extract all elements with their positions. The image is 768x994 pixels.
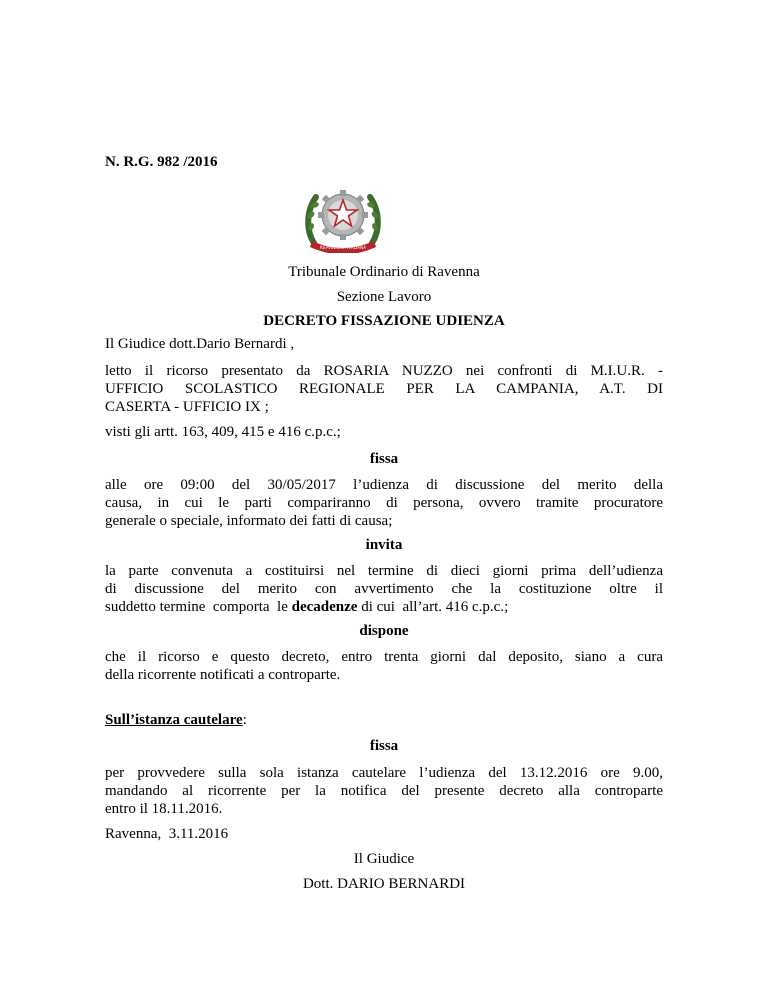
fissa2-heading: fissa xyxy=(369,738,399,754)
invita-line-tail: di cui all’art. 416 c.p.c.; xyxy=(357,599,509,615)
decadenze-term: decadenze xyxy=(291,599,358,615)
fissa-heading: fissa xyxy=(369,451,399,467)
italian-emblem-icon xyxy=(302,183,384,253)
court-section: Sezione Lavoro xyxy=(336,289,432,305)
visti-line: visti gli artt. 163, 409, 415 e 416 c.p.c.; xyxy=(105,424,341,440)
cautelare-colon: : xyxy=(242,712,247,728)
emblem-ribbon-text: REPVBBLICA ITALIANA xyxy=(319,245,367,250)
cautelare-heading-line xyxy=(105,711,663,729)
rg-number: N. R.G. 982 /2016 xyxy=(105,154,218,170)
invita-paragraph xyxy=(105,562,663,616)
invita-line: la parte convenuta a costituirsi nel termine di dieci giorni prima dell’udienza xyxy=(105,563,663,579)
fissa-paragraph xyxy=(105,476,663,530)
invita-heading: invita xyxy=(365,537,403,553)
court-name: Tribunale Ordinario di Ravenna xyxy=(288,264,480,280)
decree-title: DECRETO FISSAZIONE UDIENZA xyxy=(263,313,505,329)
invita-line xyxy=(105,598,663,616)
fissa-line: alle ore 09:00 del 30/05/2017 l’udienza di discussione del merito della xyxy=(105,477,663,493)
ricorso-line: letto il ricorso presentato da ROSARIA NUZZO nei confronti di M.I.U.R. - xyxy=(105,363,663,379)
dispone-line: della ricorrente notificati a controparte. xyxy=(105,667,341,683)
fissa-line: generale o speciale, informato dei fatti di causa; xyxy=(105,513,393,529)
dispone-line: che il ricorso e questo decreto, entro trenta giorni dal deposito, siano a cura xyxy=(105,649,663,665)
signature-name: Dott. DARIO BERNARDI xyxy=(302,876,466,892)
fissa2-line: per provvedere sulla sola istanza cautelare l’udienza del 13.12.2016 ore 9.00, xyxy=(105,765,663,781)
ricorso-line: UFFICIO SCOLASTICO REGIONALE PER LA CAMPANIA, A.T. DI xyxy=(105,381,663,397)
invita-line: di discussione del merito con avvertimento che la costituzione oltre il xyxy=(105,581,663,597)
fissa2-line: entro il 18.11.2016. xyxy=(105,801,223,817)
place-date: Ravenna, 3.11.2016 xyxy=(105,826,229,842)
fissa-line: causa, in cui le parti compariranno di persona, ovvero tramite procuratore xyxy=(105,495,663,511)
fissa2-paragraph xyxy=(105,764,663,818)
ricorso-paragraph xyxy=(105,362,663,416)
invita-line-start: suddetto termine comporta le xyxy=(105,599,292,615)
judge-line: Il Giudice dott.Dario Bernardi , xyxy=(105,336,295,352)
dispone-paragraph xyxy=(105,648,663,684)
cautelare-heading: Sull’istanza cautelare xyxy=(105,712,243,728)
dispone-heading: dispone xyxy=(359,623,409,639)
ricorso-line: CASERTA - UFFICIO IX ; xyxy=(105,399,269,415)
signature-role: Il Giudice xyxy=(353,851,415,867)
fissa2-line: mandando al ricorrente per la notifica del presente decreto alla controparte xyxy=(105,783,663,799)
